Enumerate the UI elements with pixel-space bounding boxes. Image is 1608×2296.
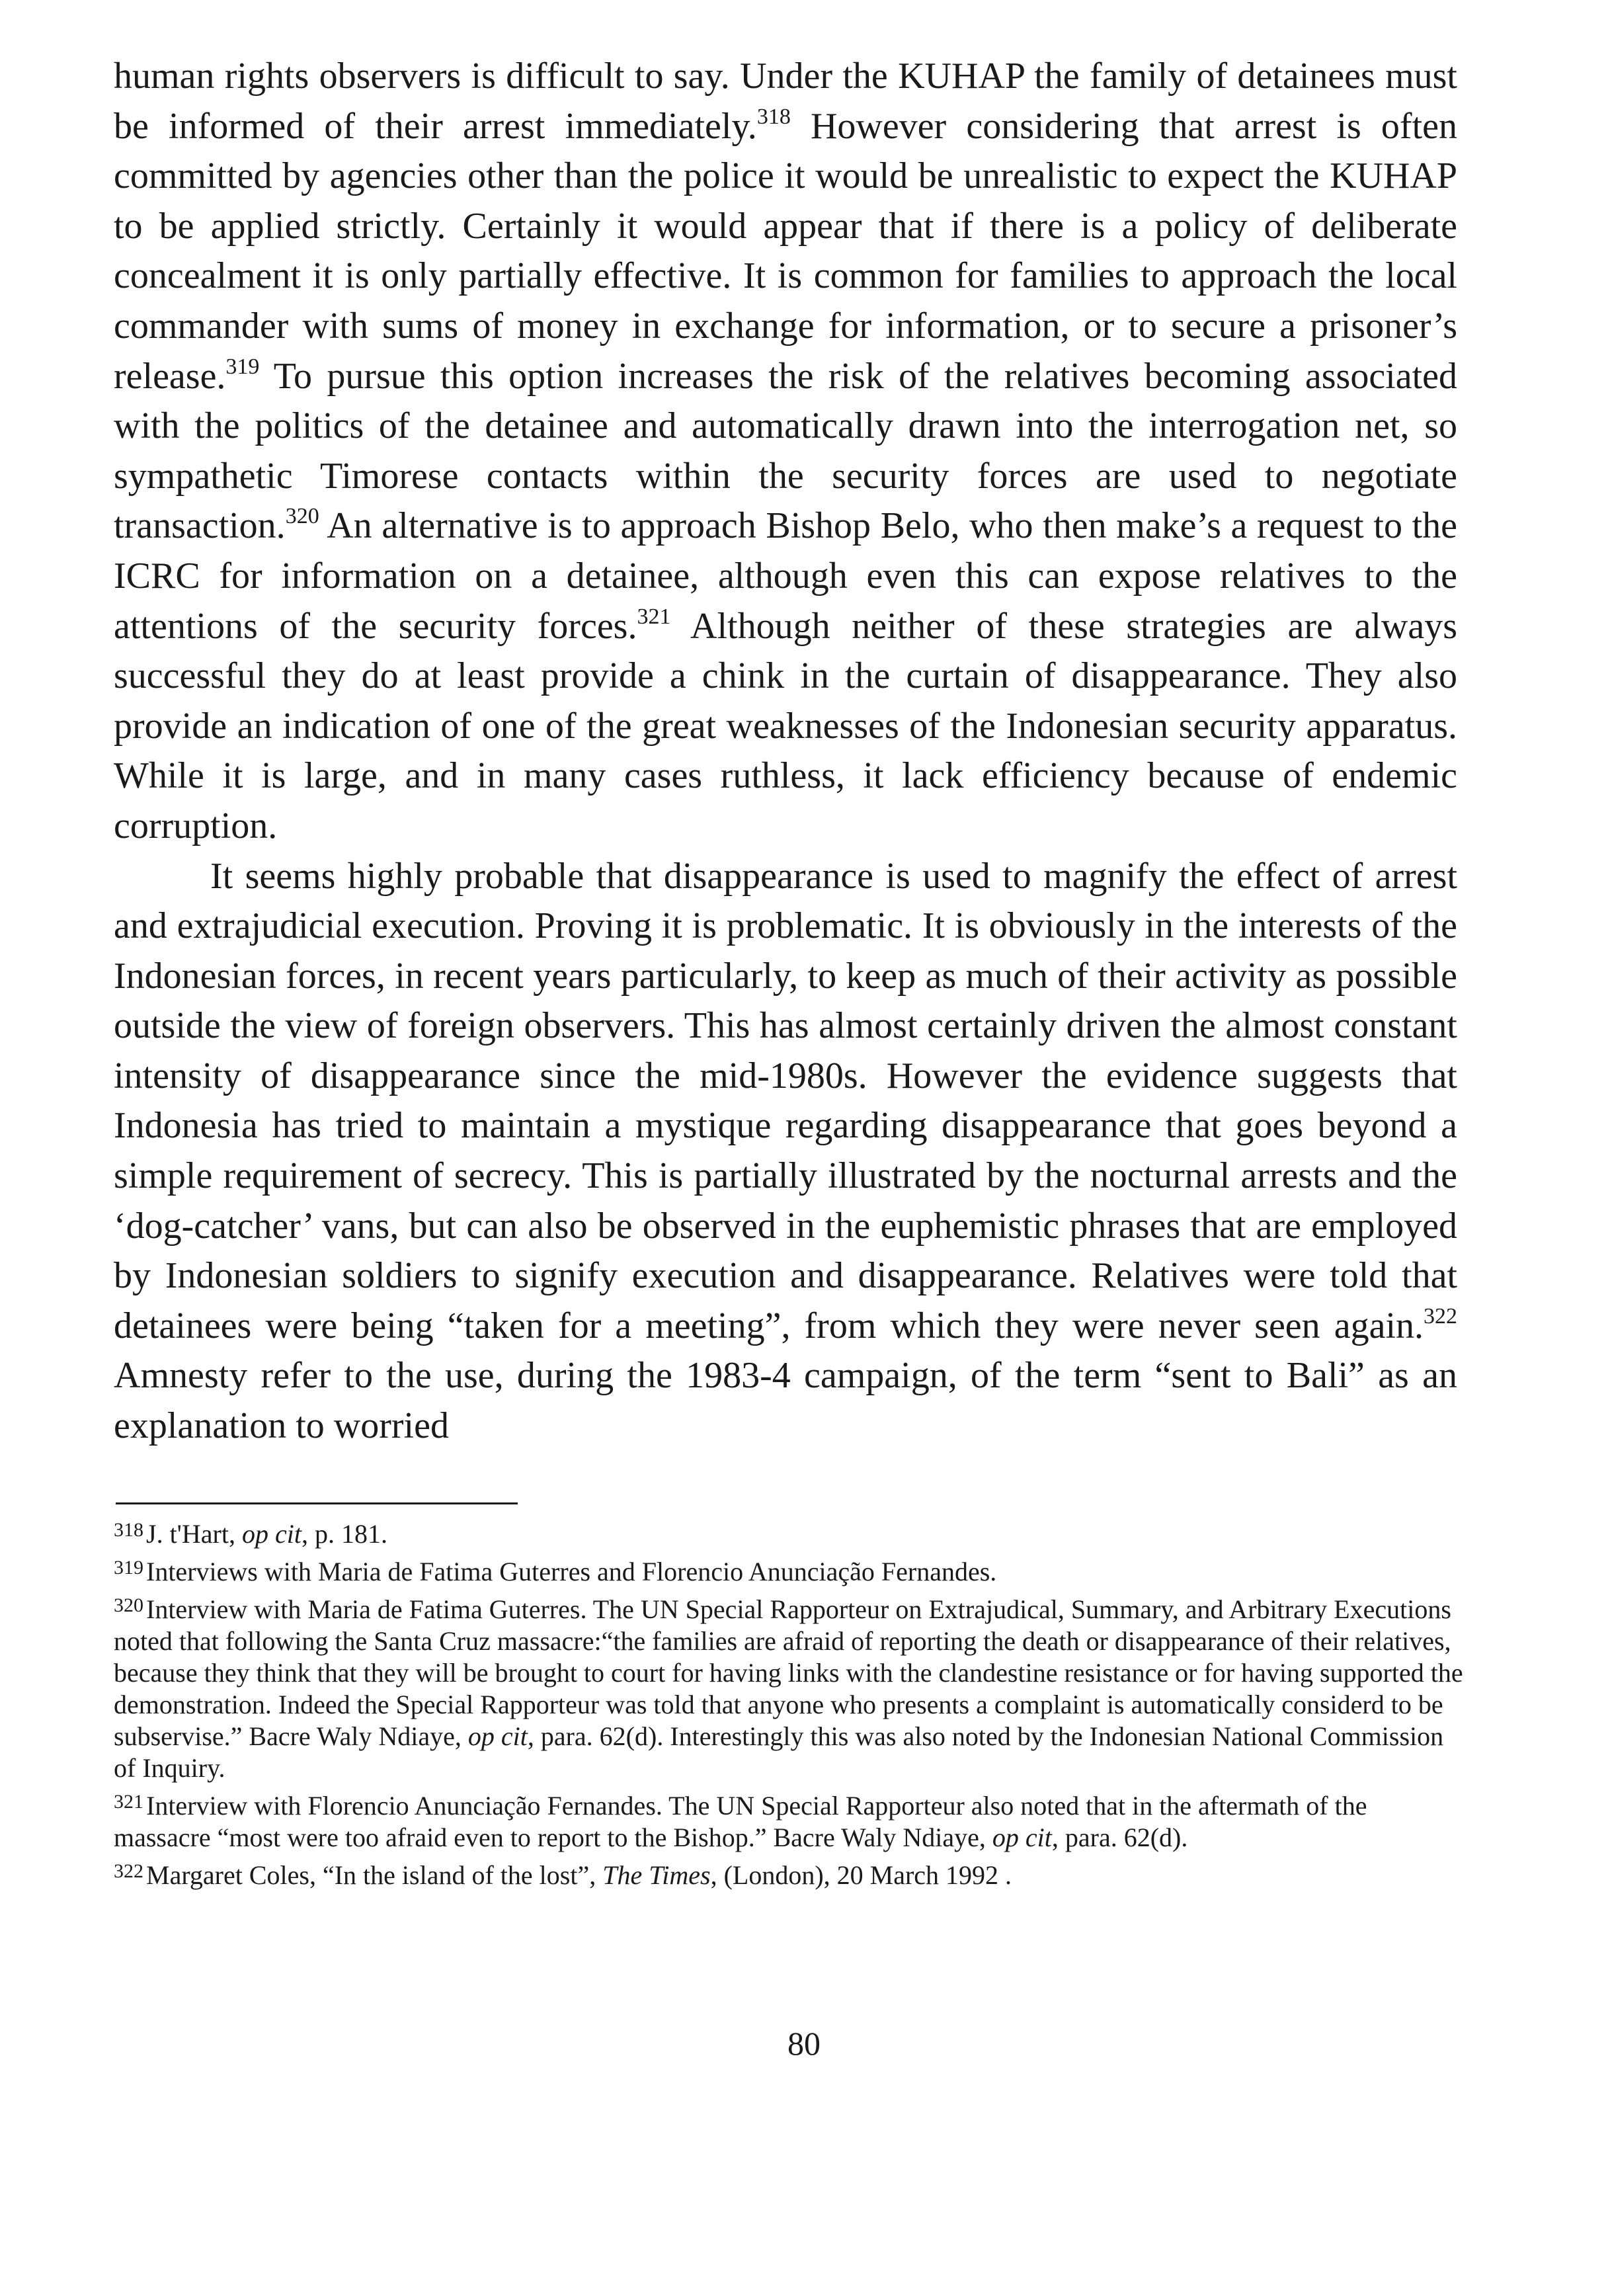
footnote-321	[114, 1786, 1470, 1854]
footnote-ref-320: 320	[285, 504, 319, 529]
footnote-text: Interviews with Maria de Fatima Guterres and Florencio Anunciação Fernandes.	[146, 1557, 997, 1586]
footnote-number: 322	[114, 1860, 143, 1882]
footnote-text: Interview with Maria de Fatima Guterres. The UN Special Rapporteur on Extrajudical, Summary, and Arbitrary Executions noted that following the Santa Cruz massacre:“the families are afraid of reporting the death or disappearance of their relatives, because they think that they will be brought to court for having links with the clandestine resistance or for having supported the demonstration. Indeed the Special Rapporteur was told that anyone who presents a complaint is automatically considerd to be subservise.” Bacre Waly Ndiaye,	[114, 1594, 1463, 1751]
footnote-ref-321: 321	[637, 604, 671, 629]
footnote-text: , p. 181.	[301, 1519, 387, 1549]
paragraph-2-text: It seems highly probable that disappearance is used to magnify the effect of arrest and extrajudicial execution. Proving it is problematic. It is obviously in the interests of the Indonesian forces, in recent years particularly, to keep as much of their activity as possible outside the view of foreign observers. This has almost certainly driven the almost constant intensity of disappearance since the mid-1980s. However the evidence suggests that Indonesia has tried to maintain a mystique regarding disappearance that goes beyond a simple requirement of secrecy. This is partially illustrated by the nocturnal arrests and the ‘dog-catcher’ vans, but can also be observed in the euphemistic phrases that are employed by Indonesian soldiers to signify execution and disappearance. Relatives were told that detainees were being “taken for a meeting”, from which they were never seen again.	[114, 855, 1457, 1346]
footnote-divider	[116, 1502, 518, 1504]
footnote-number: 320	[114, 1594, 143, 1616]
paragraph-2-text: Amnesty refer to the use, during the 1983-4 campaign, of the term “sent to Bali” as an explanation to worried	[114, 1355, 1457, 1447]
footnote-italic: op cit	[467, 1721, 528, 1751]
paragraph-1-text: Although neither of these strategies are always successful they do at least provide a chink in the curtain of disappearance. They also provide an indication of one of the great weaknesses of the Indonesian security apparatus. While it is large, and in many cases ruthless, it lack efficiency because of endemic corruption.	[114, 605, 1457, 846]
footnote-319	[114, 1552, 1470, 1588]
page-number: 80	[787, 2025, 821, 2062]
footnote-text: , para. 62(d). Interestingly this was also noted by the Indonesian National Commission of Inquiry.	[114, 1721, 1444, 1783]
footnote-italic: op cit	[241, 1519, 302, 1549]
body-text	[114, 52, 1457, 1452]
paragraph-1-text: To pursue this option increases the risk of the relatives becoming associated with the politics of the detainee and automatically drawn into the interrogation net, so sympathetic Timorese contacts within the security forces are used to negotiate transaction.	[114, 355, 1457, 547]
footnote-ref-318: 318	[756, 104, 791, 129]
footnotes	[114, 1514, 1470, 1893]
paragraph-1-text: An alternative is to approach Bishop Belo, who then make’s a request to the ICRC for information on a detainee, although even this can expose relatives to the attentions of the security forces.	[114, 505, 1457, 647]
footnote-320	[114, 1590, 1470, 1784]
footnote-text: J. t'Hart,	[146, 1519, 242, 1549]
footnote-322	[114, 1856, 1470, 1891]
footnote-ref-322: 322	[1424, 1303, 1457, 1329]
footnote-text: , para. 62(d).	[1051, 1823, 1188, 1852]
paragraph-1-text: However considering that arrest is often committed by agencies other than the police it would be unrealistic to expect the KUHAP to be applied strictly. Certainly it would appear that if there is a policy of deliberate concealment it is only partially effective. It is common for families to approach the local commander with sums of money in exchange for information, or to secure a prisoner’s release.	[114, 105, 1457, 397]
paragraph-1-text: human rights observers is difficult to say. Under the KUHAP the family of detainees must be informed of their arrest immediately.	[114, 56, 1457, 147]
footnote-number: 318	[114, 1519, 143, 1541]
paragraph-2	[114, 852, 1457, 1452]
footnote-ref-319: 319	[225, 354, 260, 379]
footnote-text: Margaret Coles, “In the island of the lost”,	[146, 1860, 603, 1890]
footnote-text: Interview with Florencio Anunciação Fernandes. The UN Special Rapporteur also noted that in the aftermath of the massacre “most were too afraid even to report to the Bishop.” Bacre Waly Ndiaye,	[114, 1791, 1367, 1852]
footnote-318	[114, 1514, 1470, 1550]
footnote-italic: op cit	[992, 1823, 1052, 1852]
paragraph-1	[114, 52, 1457, 852]
footnote-number: 321	[114, 1791, 143, 1813]
footnote-italic: The Times	[602, 1860, 711, 1890]
footnote-text: , (London), 20 March 1992 .	[710, 1860, 1012, 1890]
footnote-number: 319	[114, 1557, 143, 1578]
